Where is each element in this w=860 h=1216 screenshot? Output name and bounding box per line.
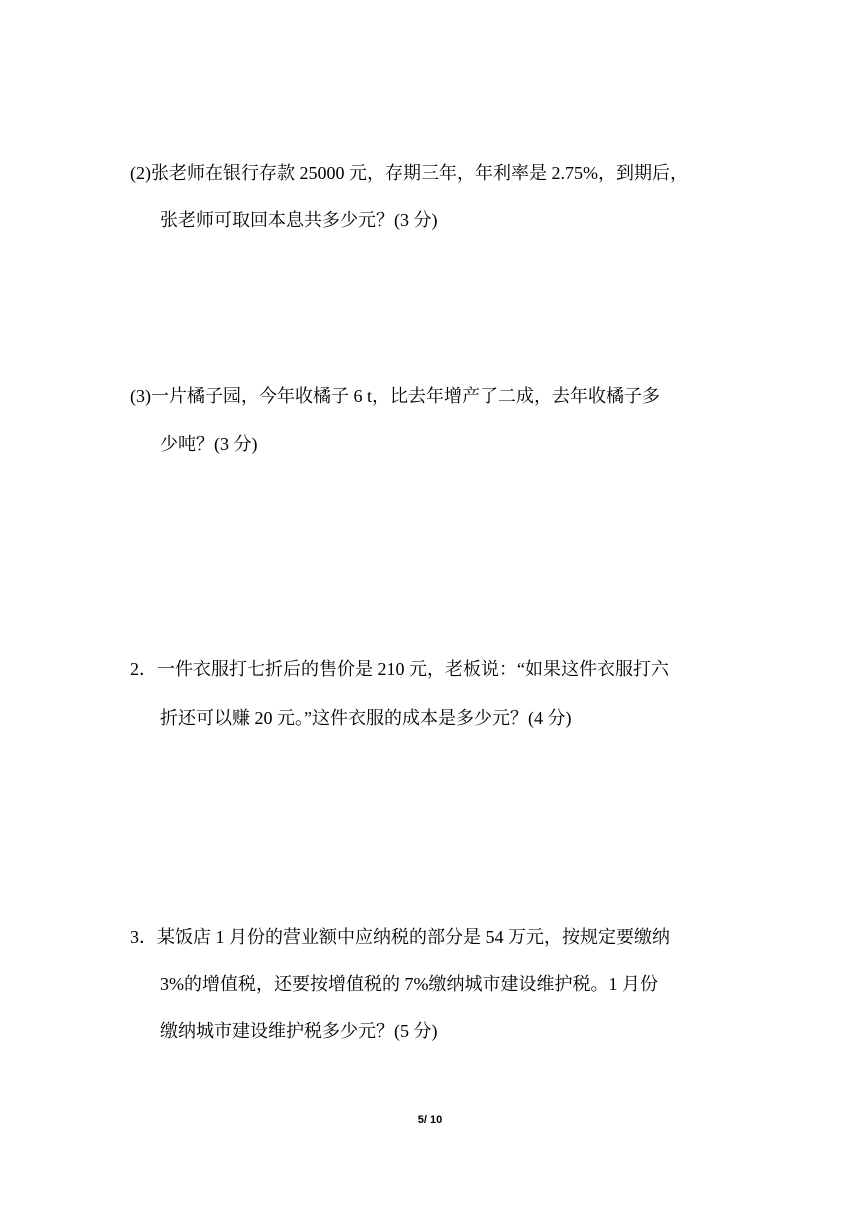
problem-2-line-2: 折还可以赚 20 元。”这件衣服的成本是多少元？(4 分) (160, 708, 572, 728)
question-3-line-1: (3)一片橘子园，今年收橘子 6 t，比去年增产了二成，去年收橘子多 (130, 386, 660, 406)
page-number: 5/ 10 (417, 1114, 443, 1126)
problem-3-line-3: 缴纳城市建设维护税多少元？(5 分) (160, 1021, 438, 1041)
problem-2-line-1: 2．一件衣服打七折后的售价是 210 元，老板说：“如果这件衣服打六 (130, 659, 669, 679)
question-2-line-1: (2)张老师在银行存款 25000 元，存期三年，年利率是 2.75%，到期后， (130, 163, 688, 183)
problem-3-line-2: 3%的增值税，还要按增值税的 7%缴纳城市建设维护税。1 月份 (160, 974, 658, 994)
question-2-line-2: 张老师可取回本息共多少元？(3 分) (160, 210, 438, 230)
question-3-line-2: 少吨？(3 分) (160, 434, 258, 454)
problem-3-line-1: 3．某饭店 1 月份的营业额中应纳税的部分是 54 万元，按规定要缴纳 (130, 927, 670, 947)
